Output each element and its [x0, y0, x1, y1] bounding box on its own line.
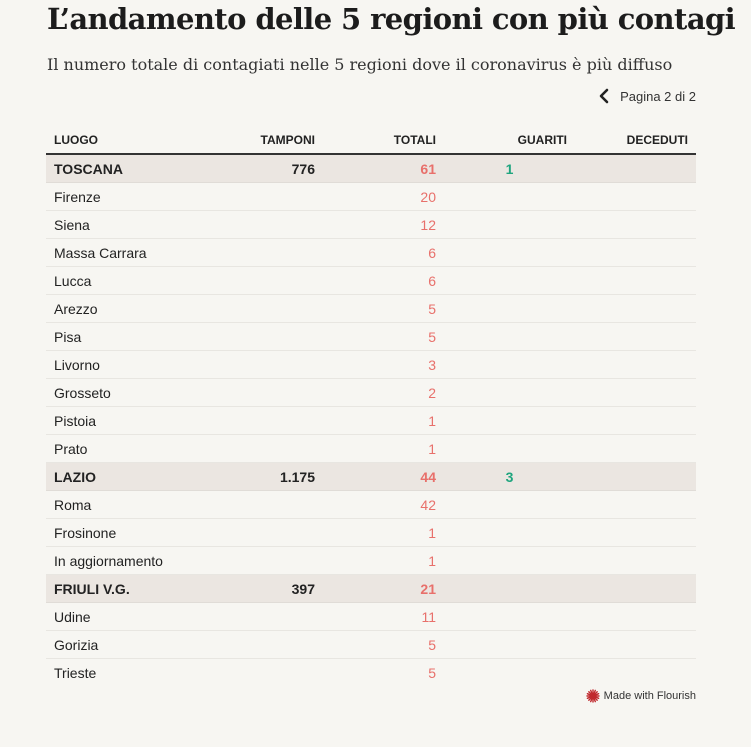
cell-totali: 2 — [323, 379, 444, 407]
region-row — [46, 463, 696, 491]
cell-totali: 44 — [323, 463, 444, 491]
cell-deceduti — [575, 267, 696, 295]
region-row — [46, 154, 696, 183]
cell-luogo: Frosinone — [46, 519, 191, 547]
cell-totali: 6 — [323, 267, 444, 295]
cell-luogo: Grosseto — [46, 379, 191, 407]
cell-tamponi: 776 — [191, 154, 323, 183]
cell-deceduti — [575, 211, 696, 239]
cell-luogo: Massa Carrara — [46, 239, 191, 267]
cell-tamponi — [191, 631, 323, 659]
cell-tamponi: 397 — [191, 575, 323, 603]
cell-tamponi — [191, 491, 323, 519]
cell-totali: 11 — [323, 603, 444, 631]
cell-tamponi — [191, 407, 323, 435]
cell-deceduti — [575, 407, 696, 435]
cell-tamponi — [191, 603, 323, 631]
cell-luogo: Arezzo — [46, 295, 191, 323]
flourish-logo-icon — [586, 689, 600, 703]
cell-guariti: 3 — [444, 463, 575, 491]
cell-totali: 1 — [323, 547, 444, 575]
data-table — [46, 127, 696, 686]
cell-tamponi — [191, 547, 323, 575]
cell-guariti — [444, 323, 575, 351]
cell-totali: 12 — [323, 211, 444, 239]
cell-totali: 1 — [323, 435, 444, 463]
cell-guariti — [444, 183, 575, 211]
table-header-row — [46, 127, 696, 154]
table-body — [46, 154, 696, 686]
cell-guariti: 1 — [444, 154, 575, 183]
cell-totali: 5 — [323, 631, 444, 659]
cell-luogo: Pistoia — [46, 407, 191, 435]
cell-luogo: TOSCANA — [46, 154, 191, 183]
cell-luogo: FRIULI V.G. — [46, 575, 191, 603]
table-row — [46, 435, 696, 463]
cell-deceduti — [575, 463, 696, 491]
cell-guariti — [444, 351, 575, 379]
cell-deceduti — [575, 491, 696, 519]
table-row — [46, 547, 696, 575]
cell-luogo: Roma — [46, 491, 191, 519]
cell-guariti — [444, 295, 575, 323]
cell-luogo: Pisa — [46, 323, 191, 351]
cell-totali: 1 — [323, 519, 444, 547]
cell-tamponi — [191, 211, 323, 239]
table-row — [46, 183, 696, 211]
cell-guariti — [444, 519, 575, 547]
cell-deceduti — [575, 239, 696, 267]
table-row — [46, 323, 696, 351]
cell-guariti — [444, 491, 575, 519]
table-row — [46, 519, 696, 547]
cell-guariti — [444, 547, 575, 575]
column-header-deceduti[interactable]: DECEDUTI — [575, 127, 696, 154]
cell-deceduti — [575, 379, 696, 407]
table-row — [46, 603, 696, 631]
pagination-label: Pagina 2 di 2 — [620, 88, 696, 104]
column-header-tamponi[interactable]: TAMPONI — [191, 127, 323, 154]
cell-totali: 42 — [323, 491, 444, 519]
cell-deceduti — [575, 295, 696, 323]
cell-tamponi — [191, 183, 323, 211]
cell-tamponi — [191, 295, 323, 323]
cell-totali: 61 — [323, 154, 444, 183]
cell-tamponi — [191, 435, 323, 463]
cell-tamponi — [191, 239, 323, 267]
cell-deceduti — [575, 351, 696, 379]
cell-deceduti — [575, 435, 696, 463]
cell-luogo: Trieste — [54, 664, 97, 681]
cell-tamponi — [191, 519, 323, 547]
cell-deceduti — [575, 519, 696, 547]
cell-totali: 20 — [323, 183, 444, 211]
cell-totali: 3 — [323, 351, 444, 379]
cell-deceduti — [575, 323, 696, 351]
cell-guariti — [444, 603, 575, 631]
cell-deceduti — [575, 154, 696, 183]
cell-luogo: Gorizia — [46, 631, 191, 659]
page-subtitle: Il numero totale di contagiati nelle 5 regioni dove il coronavirus è più diffuso — [47, 55, 673, 74]
cell-tamponi — [191, 379, 323, 407]
cell-luogo: Siena — [46, 211, 191, 239]
cell-luogo: Livorno — [46, 351, 191, 379]
cell-deceduti — [575, 547, 696, 575]
page-title: L’andamento delle 5 regioni con più contagi — [47, 2, 736, 36]
table-row — [46, 407, 696, 435]
cell-totali: 5 — [428, 664, 436, 681]
cell-totali: 1 — [323, 407, 444, 435]
cell-deceduti — [575, 183, 696, 211]
cell-tamponi — [191, 323, 323, 351]
cell-deceduti — [575, 575, 696, 603]
cell-deceduti — [575, 631, 696, 659]
cell-guariti — [444, 239, 575, 267]
cell-luogo: Prato — [46, 435, 191, 463]
pagination — [594, 86, 696, 106]
column-header-totali[interactable]: TOTALI — [323, 127, 444, 154]
cell-deceduti — [575, 659, 696, 687]
cell-totali: 21 — [323, 575, 444, 603]
table-row — [46, 267, 696, 295]
cell-guariti — [444, 267, 575, 295]
cell-tamponi — [191, 659, 323, 687]
cell-guariti — [444, 575, 575, 603]
cell-guariti — [444, 631, 575, 659]
cell-totali: 5 — [323, 295, 444, 323]
cell-totali: 6 — [323, 239, 444, 267]
table-row — [46, 351, 696, 379]
cell-guariti — [444, 379, 575, 407]
table-row — [46, 491, 696, 519]
cell-luogo: LAZIO — [46, 463, 191, 491]
cell-luogo: Lucca — [46, 267, 191, 295]
cell-totali: 5 — [323, 323, 444, 351]
table-row — [46, 659, 696, 687]
cell-deceduti — [575, 603, 696, 631]
cell-guariti — [444, 211, 575, 239]
table-row — [46, 239, 696, 267]
flourish-credit[interactable] — [586, 688, 696, 704]
column-header-guariti[interactable]: GUARITI — [444, 127, 575, 154]
chevron-left-icon[interactable] — [594, 86, 614, 106]
cell-luogo: Firenze — [46, 183, 191, 211]
cell-tamponi — [191, 351, 323, 379]
table-row — [46, 295, 696, 323]
table-row — [46, 379, 696, 407]
cell-guariti — [444, 659, 575, 687]
column-header-luogo[interactable]: LUOGO — [46, 127, 191, 154]
cell-luogo: In aggiornamento — [46, 547, 191, 575]
region-row — [46, 575, 696, 603]
cell-guariti — [444, 435, 575, 463]
cell-guariti — [444, 407, 575, 435]
flourish-credit-label: Made with Flourish — [603, 690, 696, 702]
cell-luogo: Udine — [46, 603, 191, 631]
table-row — [46, 211, 696, 239]
cell-tamponi: 1.175 — [191, 463, 323, 491]
table-row — [46, 631, 696, 659]
cell-tamponi — [191, 267, 323, 295]
